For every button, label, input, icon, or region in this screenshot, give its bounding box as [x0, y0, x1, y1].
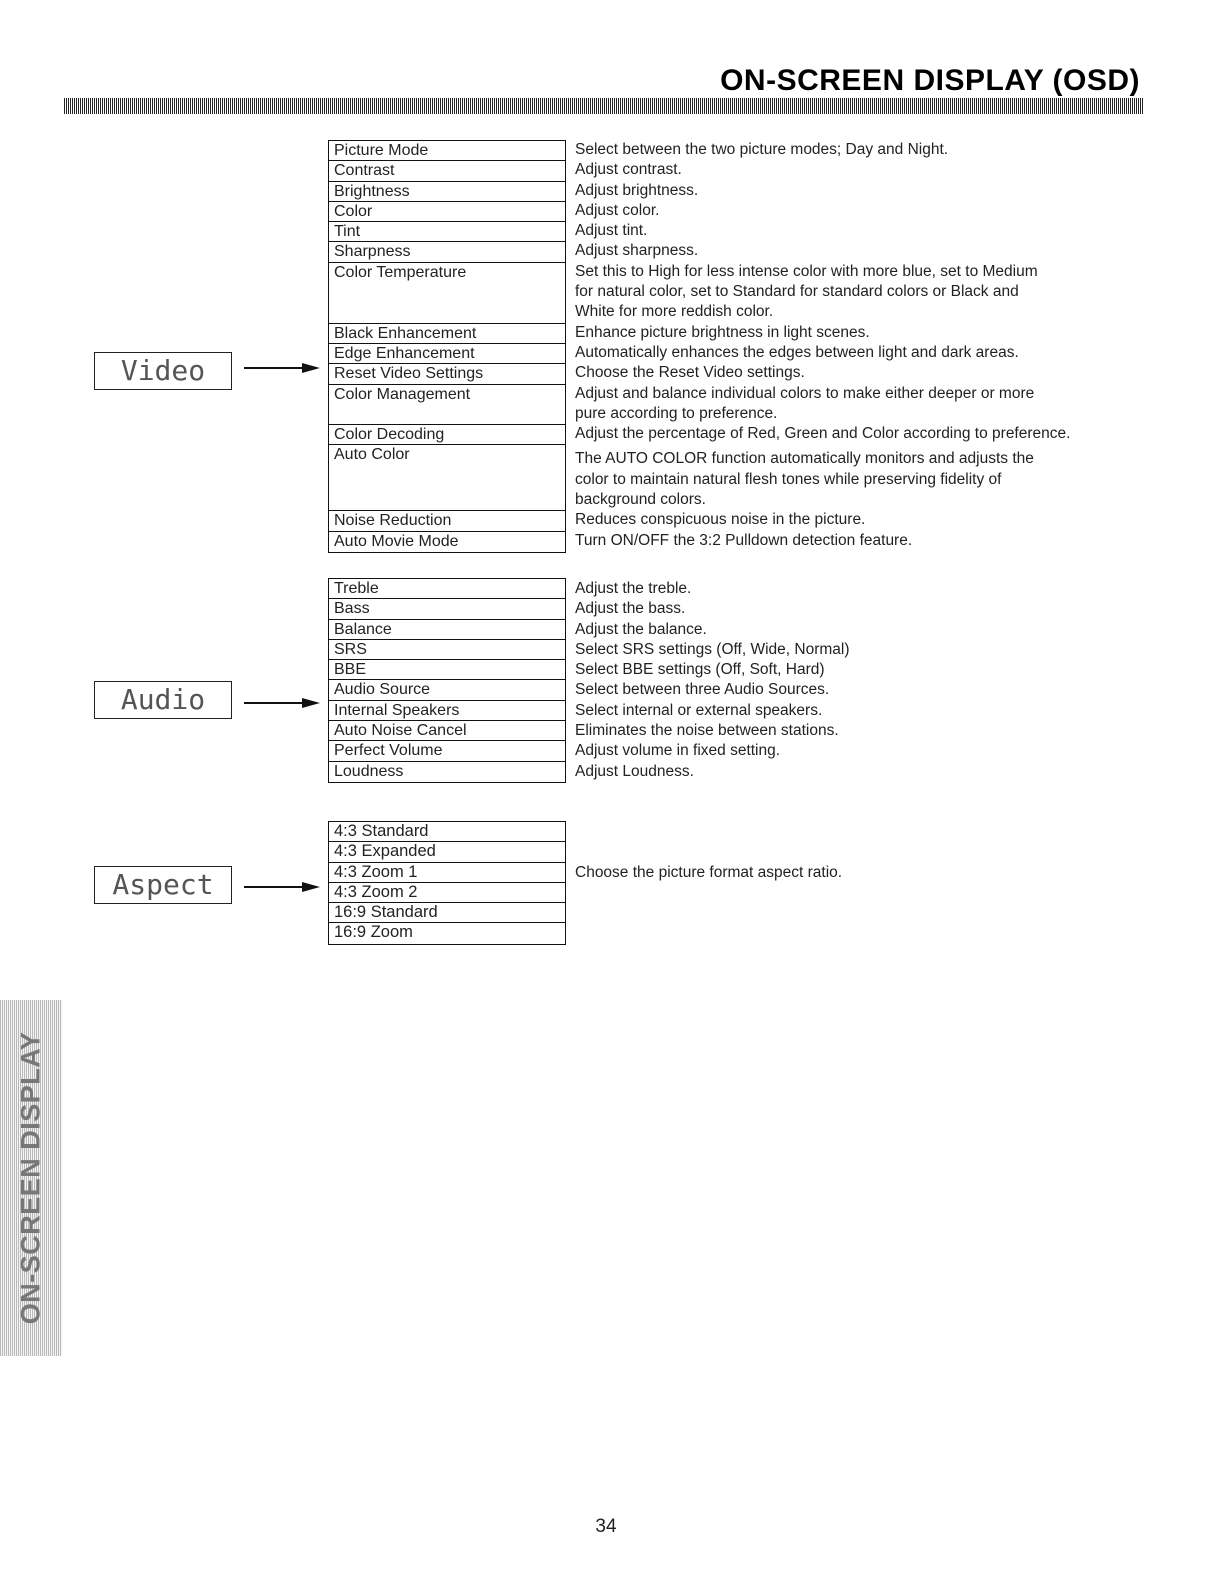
video-description: Adjust the percentage of Red, Green and Color according to preference.	[575, 425, 1071, 443]
aspect-item: 4:3 Zoom 1	[329, 863, 565, 883]
video-description: Enhance picture brightness in light scenes.	[575, 323, 870, 341]
audio-descriptions	[575, 579, 1165, 782]
video-description: The AUTO COLOR function automatically monitors and adjusts the color to maintain natural flesh tones while preserving fidelity of background colors.	[575, 450, 1034, 509]
aspect-item: 16:9 Standard	[329, 903, 565, 923]
menu-label-video: Video	[94, 352, 232, 390]
aspect-descriptions	[575, 863, 1165, 883]
video-item: Color Management	[329, 385, 565, 426]
audio-item: Bass	[329, 599, 565, 619]
audio-description: Adjust Loudness.	[575, 762, 694, 780]
side-section-tab	[0, 1000, 62, 1356]
audio-item: SRS	[329, 640, 565, 660]
video-items-table	[328, 140, 566, 553]
aspect-item: 4:3 Standard	[329, 822, 565, 842]
audio-item: Treble	[329, 579, 565, 599]
video-descriptions	[575, 140, 1165, 551]
menu-label-audio: Audio	[94, 681, 232, 719]
audio-item: Audio Source	[329, 680, 565, 700]
menu-label-aspect: Aspect	[94, 866, 232, 904]
arrow-icon	[244, 361, 320, 375]
video-item: Auto Movie Mode	[334, 532, 459, 550]
audio-description: Adjust the balance.	[575, 620, 707, 638]
video-item: Contrast	[329, 161, 565, 181]
video-description: Adjust tint.	[575, 222, 648, 240]
video-description: Adjust contrast.	[575, 161, 682, 179]
audio-item: Internal Speakers	[329, 701, 565, 721]
audio-item: Auto Noise Cancel	[329, 721, 565, 741]
video-item: Color Temperature	[329, 263, 565, 324]
page-title: ON-SCREEN DISPLAY (OSD)	[720, 64, 1140, 97]
audio-item: Loudness	[334, 762, 404, 780]
video-item: Noise Reduction	[329, 511, 565, 531]
video-description: Adjust sharpness.	[575, 242, 699, 260]
audio-description: Adjust volume in fixed setting.	[575, 742, 781, 760]
audio-description: Select between three Audio Sources.	[575, 681, 830, 699]
audio-description: Select BBE settings (Off, Soft, Hard)	[575, 661, 825, 679]
audio-item: Balance	[329, 620, 565, 640]
video-item: Picture Mode	[329, 141, 565, 161]
video-item: Sharpness	[329, 242, 565, 262]
audio-description: Adjust the treble.	[575, 580, 692, 597]
video-description: Reduces conspicuous noise in the picture.	[575, 511, 866, 529]
audio-description: Select internal or external speakers.	[575, 701, 823, 719]
audio-description: Eliminates the noise between stations.	[575, 722, 839, 740]
video-item: Edge Enhancement	[329, 344, 565, 364]
video-item: Tint	[329, 222, 565, 242]
side-tab-label: ON-SCREEN DISPLAY	[15, 1031, 46, 1325]
video-item: Reset Video Settings	[329, 364, 565, 384]
video-description: Adjust color.	[575, 201, 660, 219]
page-number: 34	[595, 1516, 617, 1537]
header-rule	[64, 98, 1144, 114]
video-description: Adjust brightness.	[575, 181, 699, 199]
arrow-icon	[244, 880, 320, 894]
aspect-items-table	[328, 821, 566, 945]
audio-item: BBE	[329, 660, 565, 680]
video-item: Black Enhancement	[329, 324, 565, 344]
video-item: Brightness	[329, 182, 565, 202]
aspect-item: 4:3 Zoom 2	[329, 883, 565, 903]
video-description: Choose the Reset Video settings.	[575, 364, 805, 382]
video-item: Auto Color	[329, 445, 565, 511]
video-description: Adjust and balance individual colors to make either deeper or more pure according to preference.	[575, 384, 1035, 422]
audio-description: Adjust the bass.	[575, 600, 686, 618]
video-description: Automatically enhances the edges between light and dark areas.	[575, 343, 1019, 361]
audio-description: Select SRS settings (Off, Wide, Normal)	[575, 640, 850, 658]
video-item: Color	[329, 202, 565, 222]
audio-items-table	[328, 578, 566, 783]
audio-item: Perfect Volume	[329, 741, 565, 761]
video-item: Color Decoding	[329, 425, 565, 445]
arrow-icon	[244, 696, 320, 710]
aspect-item: 16:9 Zoom	[334, 923, 413, 942]
video-description: Set this to High for less intense color with more blue, set to Medium for natural color, set to Standard for standard colors or Black and White for more reddish color.	[575, 262, 1038, 321]
aspect-description: Choose the picture format aspect ratio.	[575, 864, 843, 881]
video-description: Select between the two picture modes; Day and Night.	[575, 141, 949, 158]
aspect-item: 4:3 Expanded	[329, 842, 565, 862]
video-description: Turn ON/OFF the 3:2 Pulldown detection feature.	[575, 531, 913, 549]
